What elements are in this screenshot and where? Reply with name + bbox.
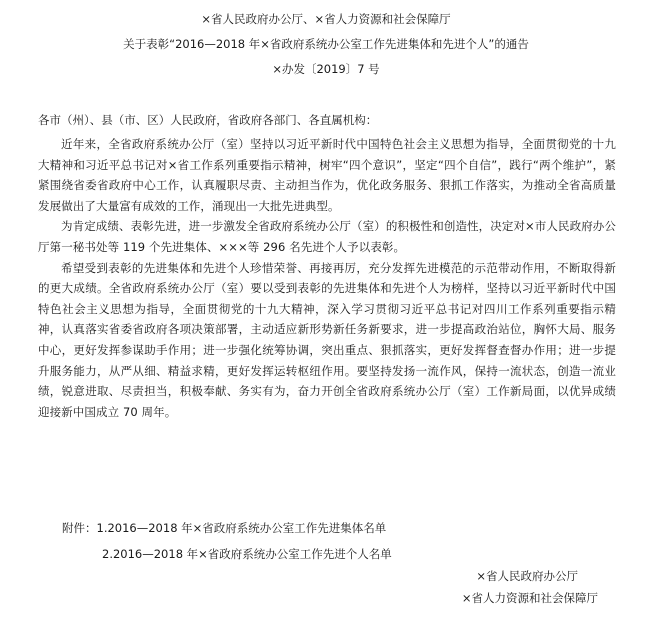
salutation: 各市（州）、县（市、区）人民政府，省政府各部门、各直属机构：	[38, 113, 378, 127]
attachments-label: 附件：	[62, 521, 97, 535]
paragraph-3: 希望受到表彰的先进集体和先进个人珍惜荣誉、再接再厉，充分发挥先进模范的示范带动作用，不断取得新的更大成绩。全省政府系统办公厅（室）要以受到表彰的先进集体和先进个人为榜样，坚持以习近平新时代中国特色社会主义思想为指导，全面贯彻党的十九大精神，深入学习贯彻习近平总书记对四川工作系列重要指示精神，认真落实省委省政府各项决策部署，主动适应新形势新任务新要求，进一步提高政治站位，胸怀大局、服务中心，更好发挥参谋助手作用；进一步强化统筹协调，突出重点、狠抓落实，更好发挥督查督办作用；进一步提升服务能力，从严从细、精益求精，更好发挥运转枢纽作用。要坚持发扬一流作风，保持一流状态，创造一流业绩，锐意进取、尽责担当，积极奉献、务实有为，奋力开创全省政府系统办公厅（室）工作新局面，以优异成绩迎接新中国成立 70 周年。	[38, 260, 616, 419]
paragraph-2: 为肯定成绩、表彰先进，进一步激发全省政府系统办公厅（室）的积极性和创造性，决定对×市人民政府办公厅第一秘书处等 119 个先进集体、×××等 296 名先进个人予以表彰。	[38, 219, 616, 254]
signers	[462, 565, 598, 609]
signer-hr-department: ×省人力资源和社会保障厅	[461, 591, 598, 605]
document-title: 关于表彰“2016—2018 年×省政府系统办公室工作先进集体和先进个人”的通告	[123, 37, 529, 51]
attachments	[62, 515, 622, 567]
body-text	[38, 134, 616, 422]
attachment-item-2: 2.2016—2018 年×省政府系统办公室工作先进个人名单	[102, 547, 392, 561]
issuer-line: ×省人民政府办公厅、×省人力资源和社会保障厅	[201, 12, 451, 26]
attachment-item-1	[62, 515, 622, 541]
document-number: ×办发〔2019〕7 号	[272, 62, 380, 76]
attachment-item-1-text: 1.2016—2018 年×省政府系统办公室工作先进集体名单	[96, 521, 387, 535]
paragraph-1: 近年来，全省政府系统办公厅（室）坚持以习近平新时代中国特色社会主义思想为指导，全面贯彻党的十九大精神和习近平总书记对×省工作系列重要指示精神，树牢“四个意识”，坚定“四个自信”，践行“两个维护”，紧紧围绕省委省政府中心工作，认真履职尽责、主动担当作为，优化政务服务、狠抓工作落实，为推动全省高质量发展做出了大量富有成效的工作，涌现出一大批先进典型。	[38, 137, 616, 213]
signer-general-office: ×省人民政府办公厅	[476, 569, 578, 583]
